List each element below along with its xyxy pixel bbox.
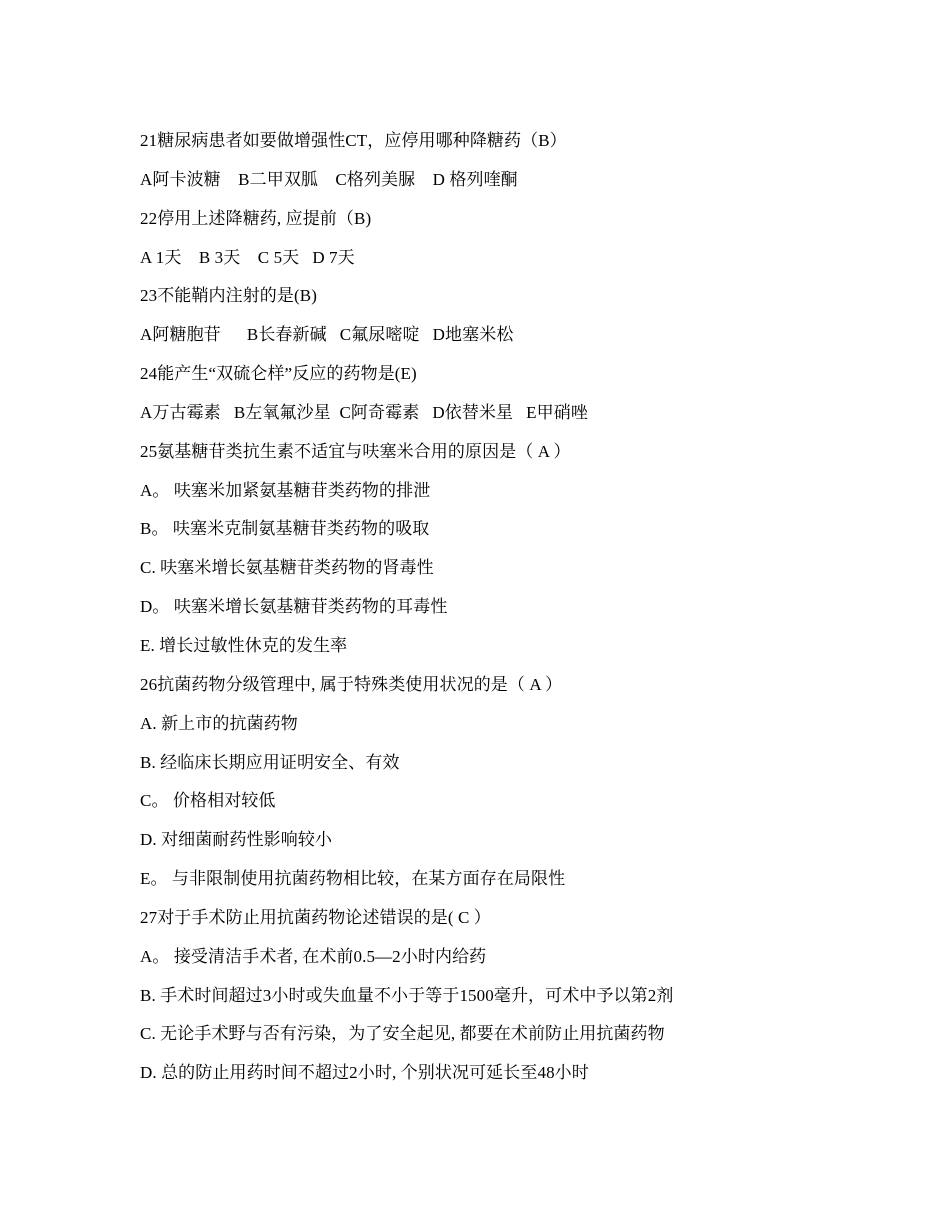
question-22-options: A 1天 B 3天 C 5天 D 7天 (140, 247, 355, 267)
question-27-option-b: B. 手术时间超过3小时或失血量不小于等于1500毫升，可术中予以第2剂 (140, 985, 674, 1005)
question-21: 21糖尿病患者如要做增强性CT，应停用哪种降糖药（B） (140, 131, 567, 150)
question-27-option-a: A。 接受清洁手术者, 在术前0.5—2小时内给药 (140, 946, 487, 966)
question-26-option-e: E。 与非限制使用抗菌药物相比较，在某方面存在局限性 (140, 869, 566, 889)
question-24-options: A万古霉素 B左氧氟沙星 C阿奇霉素 D依替米星 E甲硝唑 (140, 402, 588, 422)
question-23-options: A阿糖胞苷 B长春新碱 C氟尿嘧啶 D地塞米松 (140, 325, 514, 345)
question-27: 27对于手术防止用抗菌药物论述错误的是( C ） (140, 907, 491, 927)
question-27-option-d: D. 总的防止用药时间不超过2小时, 个别状况可延长至48小时 (140, 1063, 589, 1083)
question-25-option-c: C. 呋塞米增长氨基糖苷类药物的肾毒性 (140, 558, 434, 578)
question-23: 23不能鞘内注射的是(B) (140, 286, 317, 306)
question-21-options: A阿卡波糖 B二甲双胍 C格列美脲 D 格列喹酮 (140, 169, 518, 189)
question-25-option-a: A。 呋塞米加紧氨基糖苷类药物的排泄 (140, 480, 431, 500)
question-25-option-b: B。 呋塞米克制氨基糖苷类药物的吸取 (140, 519, 430, 539)
question-25-option-d: D。 呋塞米增长氨基糖苷类药物的耳毒性 (140, 597, 448, 617)
question-26-option-a: A. 新上市的抗菌药物 (140, 713, 298, 733)
question-22: 22停用上述降糖药, 应提前（B) (140, 208, 372, 228)
question-24: 24能产生“双硫仑样”反应的药物是(E) (140, 364, 417, 384)
question-26-option-c: C。 价格相对较低 (140, 791, 276, 811)
question-26: 26抗菌药物分级管理中, 属于特殊类使用状况的是（ A ） (140, 674, 563, 694)
document-page (140, 122, 900, 1093)
question-26-option-d: D. 对细菌耐药性影响较小 (140, 830, 333, 850)
question-25-option-e: E. 增长过敏性休克的发生率 (140, 635, 348, 655)
question-25: 25氨基糖苷类抗生素不适宜与呋塞米合用的原因是（ A ） (140, 441, 571, 461)
question-26-option-b: B. 经临床长期应用证明安全、有效 (140, 752, 400, 772)
question-27-option-c: C. 无论手术野与否有污染，为了安全起见, 都要在术前防止用抗菌药物 (140, 1024, 665, 1044)
